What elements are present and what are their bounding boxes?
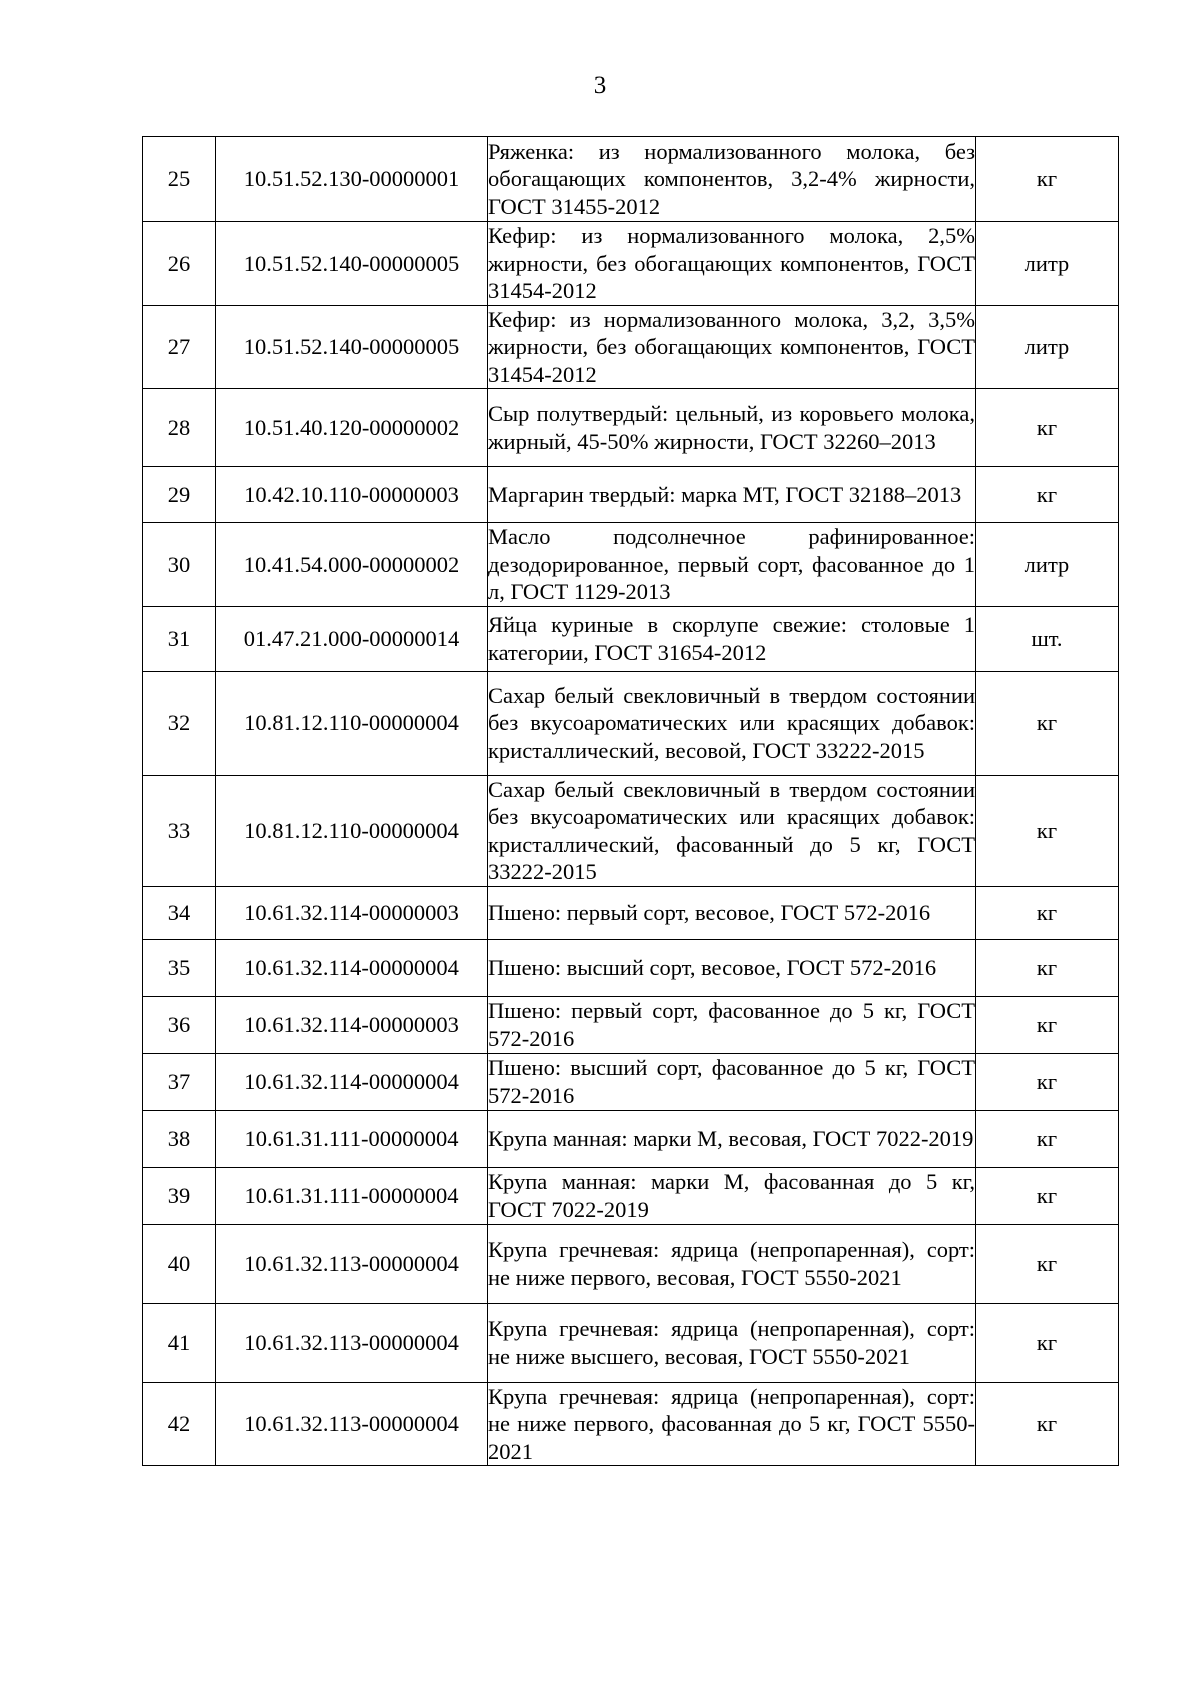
table-row <box>143 1382 1119 1466</box>
okpd-code: 10.81.12.110-00000004 <box>216 671 488 775</box>
row-number: 26 <box>143 222 216 306</box>
table-row <box>143 389 1119 467</box>
product-description: Крупа гречневая: ядрица (непропаренная), сорт: не ниже высшего, весовая, ГОСТ 5550-2021 <box>488 1303 976 1382</box>
row-number: 40 <box>143 1224 216 1303</box>
okpd-code: 10.42.10.110-00000003 <box>216 467 488 523</box>
table-row <box>143 1303 1119 1382</box>
okpd-code: 10.51.52.140-00000005 <box>216 222 488 306</box>
product-description: Кефир: из нормализованного молока, 2,5% жирности, без обогащающих компонентов, ГОСТ 31454-2012 <box>488 223 975 303</box>
product-description: Ряженка: из нормализованного молока, без обогащающих компонентов, 3,2-4% жирности, ГОСТ 31455-2012 <box>488 137 976 222</box>
table-row <box>143 1167 1119 1224</box>
unit-of-measure: кг <box>976 1224 1119 1303</box>
unit-of-measure: кг <box>976 1303 1119 1382</box>
product-description: Пшено: первый сорт, весовое, ГОСТ 572-2016 <box>488 886 976 939</box>
product-description: Маргарин твердый: марка МТ, ГОСТ 32188–2013 <box>488 467 976 523</box>
row-number: 32 <box>143 671 216 775</box>
product-description: Крупа манная: марки М, фасованная до 5 кг, ГОСТ 7022-2019 <box>488 1167 976 1224</box>
unit-of-measure: шт. <box>976 606 1119 671</box>
table-row <box>143 606 1119 671</box>
row-number: 25 <box>143 137 216 222</box>
page-number: 3 <box>593 72 607 99</box>
unit-of-measure: литр <box>976 305 1119 389</box>
row-number: 27 <box>143 305 216 389</box>
okpd-code: 10.41.54.000-00000002 <box>216 523 488 607</box>
product-description: Кефир: из нормализованного молока, 3,2, 3,5% жирности, без обогащающих компонентов, ГОСТ 31454-2012 <box>488 306 975 387</box>
okpd-code: 10.61.32.113-00000004 <box>216 1224 488 1303</box>
table-row <box>143 467 1119 523</box>
product-description: Масло подсолнечное рафинированное: дезодорированное, первый сорт, фасованное до 1 л, ГОСТ 1129-2013 <box>488 524 975 604</box>
okpd-code: 10.61.32.114-00000004 <box>216 939 488 996</box>
table-row <box>143 996 1119 1053</box>
product-description: Сыр полутвердый: цельный, из коровьего молока, жирный, 45-50% жирности, ГОСТ 32260–2013 <box>488 389 976 467</box>
unit-of-measure: кг <box>976 1167 1119 1224</box>
unit-of-measure: кг <box>976 1110 1119 1167</box>
product-description: Сахар белый свекловичный в твердом состоянии без вкусоароматических или красящих добавок: кристаллический, фасованный до 5 кг, ГОСТ 33222-2015 <box>488 776 975 884</box>
table-row <box>143 222 1119 306</box>
unit-of-measure: кг <box>976 996 1119 1053</box>
product-table <box>142 136 1119 1466</box>
row-number: 35 <box>143 939 216 996</box>
row-number: 38 <box>143 1110 216 1167</box>
okpd-code: 01.47.21.000-00000014 <box>216 606 488 671</box>
unit-of-measure: кг <box>976 389 1119 467</box>
okpd-code: 10.51.40.120-00000002 <box>216 389 488 467</box>
okpd-code: 10.61.32.114-00000004 <box>216 1053 488 1110</box>
okpd-code: 10.61.32.113-00000004 <box>216 1303 488 1382</box>
okpd-code: 10.61.32.114-00000003 <box>216 886 488 939</box>
okpd-code: 10.61.32.113-00000004 <box>216 1382 488 1466</box>
table-row <box>143 1224 1119 1303</box>
product-description: Пшено: высший сорт, фасованное до 5 кг, ГОСТ 572-2016 <box>488 1053 976 1110</box>
row-number: 31 <box>143 606 216 671</box>
unit-of-measure: литр <box>976 222 1119 306</box>
unit-of-measure: кг <box>976 467 1119 523</box>
unit-of-measure: кг <box>976 1382 1119 1466</box>
okpd-code: 10.51.52.140-00000005 <box>216 305 488 389</box>
product-description: Яйца куриные в скорлупе свежие: столовые 1 категории, ГОСТ 31654-2012 <box>488 606 976 671</box>
unit-of-measure: литр <box>976 523 1119 607</box>
table-row <box>143 939 1119 996</box>
table-row <box>143 137 1119 222</box>
product-table-body <box>143 137 1119 1466</box>
row-number: 37 <box>143 1053 216 1110</box>
row-number: 34 <box>143 886 216 939</box>
product-description: Крупа гречневая: ядрица (непропаренная), сорт: не ниже первого, фасованная до 5 кг, ГОСТ 5550-2021 <box>488 1383 975 1464</box>
row-number: 39 <box>143 1167 216 1224</box>
row-number: 29 <box>143 467 216 523</box>
table-row <box>143 775 1119 886</box>
row-number: 42 <box>143 1382 216 1466</box>
unit-of-measure: кг <box>976 1053 1119 1110</box>
row-number: 28 <box>143 389 216 467</box>
row-number: 30 <box>143 523 216 607</box>
row-number: 36 <box>143 996 216 1053</box>
table-row <box>143 1110 1119 1167</box>
table-row <box>143 1053 1119 1110</box>
product-description: Пшено: высший сорт, весовое, ГОСТ 572-2016 <box>488 939 976 996</box>
product-description: Пшено: первый сорт, фасованное до 5 кг, ГОСТ 572-2016 <box>488 996 976 1053</box>
table-row <box>143 886 1119 939</box>
unit-of-measure: кг <box>976 671 1119 775</box>
table-row <box>143 671 1119 775</box>
unit-of-measure: кг <box>976 886 1119 939</box>
row-number: 33 <box>143 775 216 886</box>
row-number: 41 <box>143 1303 216 1382</box>
table-row <box>143 305 1119 389</box>
table-row <box>143 523 1119 607</box>
product-description: Крупа манная: марки М, весовая, ГОСТ 7022-2019 <box>488 1110 976 1167</box>
unit-of-measure: кг <box>976 775 1119 886</box>
okpd-code: 10.81.12.110-00000004 <box>216 775 488 886</box>
product-description: Крупа гречневая: ядрица (непропаренная), сорт: не ниже первого, весовая, ГОСТ 5550-2021 <box>488 1224 976 1303</box>
unit-of-measure: кг <box>976 939 1119 996</box>
okpd-code: 10.61.32.114-00000003 <box>216 996 488 1053</box>
product-description: Сахар белый свекловичный в твердом состоянии без вкусоароматических или красящих добавок: кристаллический, весовой, ГОСТ 33222-2015 <box>488 671 976 775</box>
unit-of-measure: кг <box>976 137 1119 222</box>
okpd-code: 10.51.52.130-00000001 <box>216 137 488 222</box>
okpd-code: 10.61.31.111-00000004 <box>216 1110 488 1167</box>
okpd-code: 10.61.31.111-00000004 <box>216 1167 488 1224</box>
